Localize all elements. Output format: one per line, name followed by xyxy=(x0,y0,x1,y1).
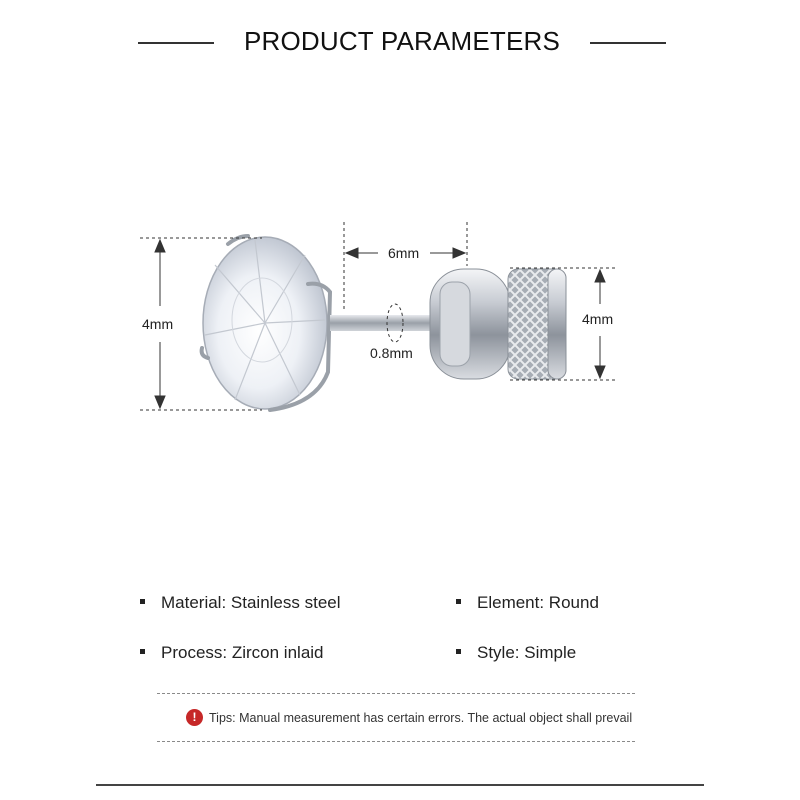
spec-element xyxy=(456,593,599,613)
spec-process-text: Process: Zircon inlaid xyxy=(161,643,324,662)
spec-style xyxy=(456,643,576,663)
page-title: PRODUCT PARAMETERS xyxy=(243,26,561,56)
label-post-diameter: 0.8mm xyxy=(370,345,413,361)
tips-divider-bottom xyxy=(157,741,635,742)
bullet xyxy=(456,649,461,654)
zircon-stone xyxy=(203,237,327,409)
tips-divider-top xyxy=(157,693,635,694)
bullet xyxy=(140,599,145,604)
bullet xyxy=(140,649,145,654)
spec-process xyxy=(140,643,324,663)
label-post-length: 6mm xyxy=(388,245,420,261)
tips-note xyxy=(186,709,632,726)
label-stone-height: 4mm xyxy=(142,316,174,332)
earring-back xyxy=(430,269,566,379)
bottom-rule xyxy=(96,784,704,786)
label-back-height: 4mm xyxy=(582,311,614,327)
spec-material xyxy=(140,593,341,613)
bullet xyxy=(456,599,461,604)
spec-material-text: Material: Stainless steel xyxy=(161,593,341,612)
spec-element-text: Element: Round xyxy=(477,593,599,612)
tips-text: Tips: Manual measurement has certain errors. The actual object shall prevail xyxy=(209,710,633,725)
spec-style-text: Style: Simple xyxy=(477,643,577,662)
warning-icon: ! xyxy=(186,709,203,726)
